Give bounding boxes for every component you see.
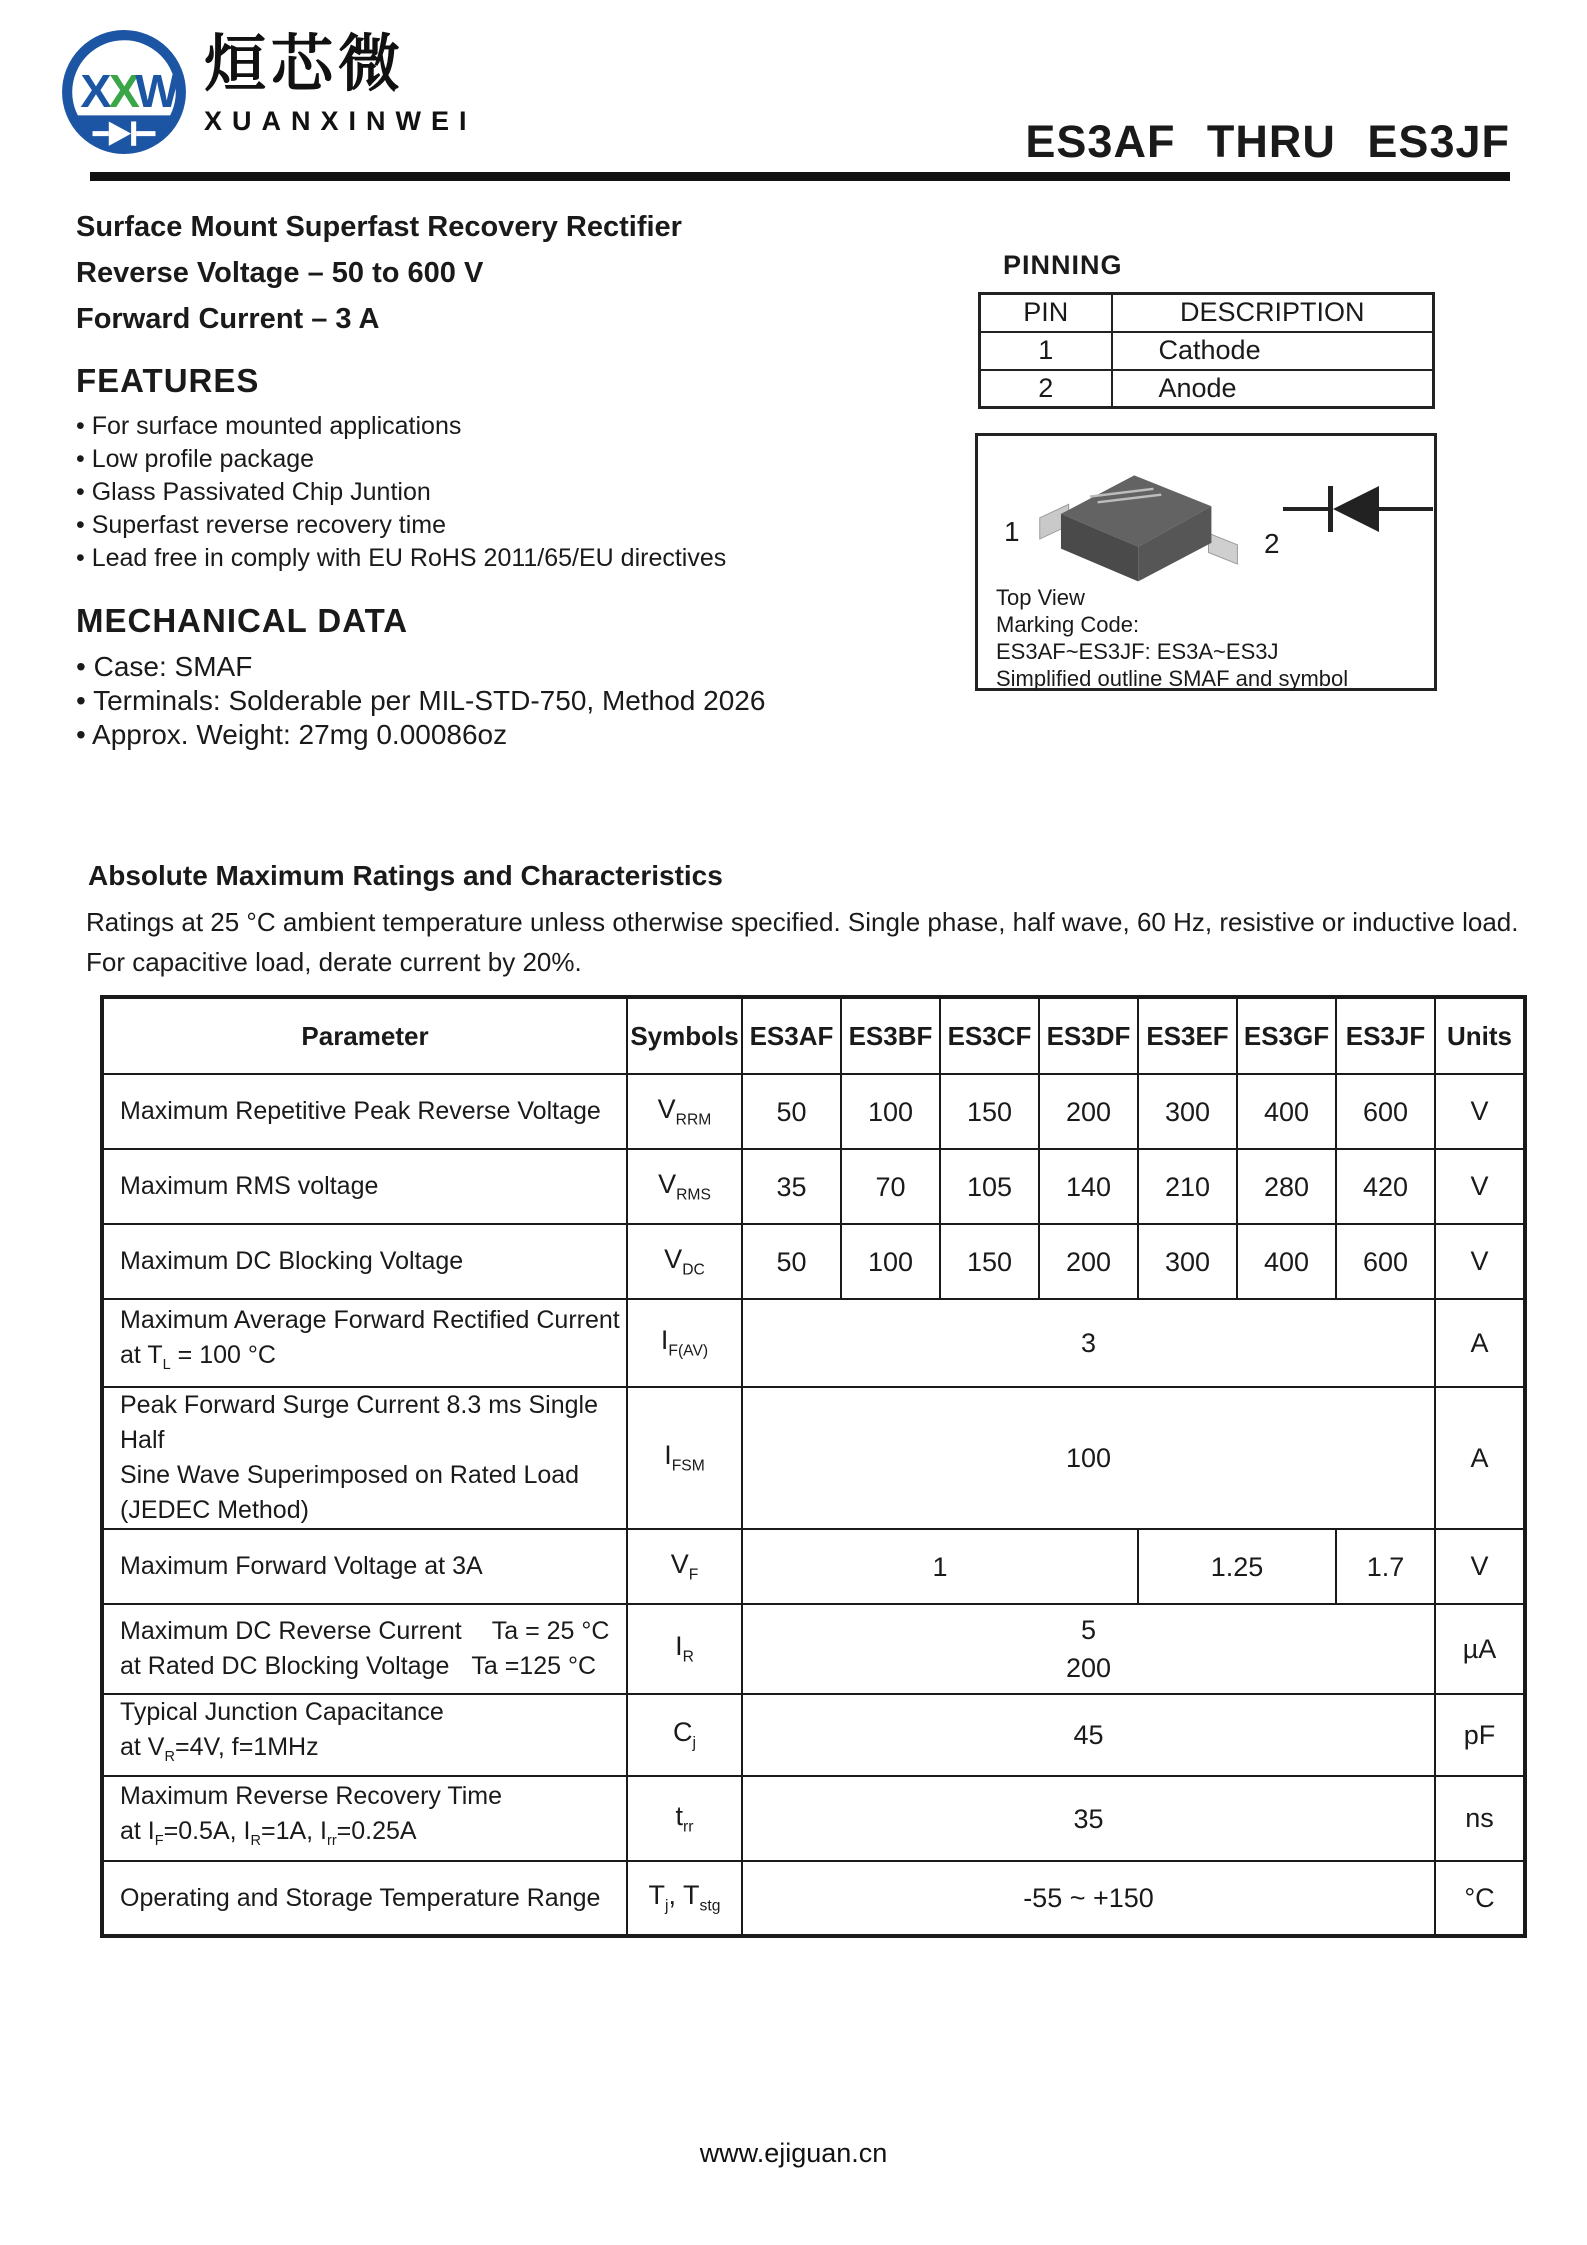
parameter-cell: Typical Junction Capacitance at $V_R=4V$, f=1MHz [102,1694,627,1776]
table-row [102,1387,1525,1529]
feature-item: • For surface mounted applications [76,410,726,443]
package-pin2-label: 2 [1264,528,1280,559]
parameter-cell: Peak Forward Surge Current 8.3 ms Single Half Sine Wave Superimposed on Rated Load (JEDEC Method) [102,1387,627,1529]
svg-text:W: W [135,65,180,118]
value-cell: 300 [1138,1074,1237,1149]
symbol-cell: $I_{FSM}$ [627,1387,742,1529]
symbol-cell: $I_{F(AV)}$ [627,1299,742,1387]
svg-text:X: X [108,65,140,118]
pinning-header-row [980,294,1434,332]
unit-cell: V [1435,1529,1525,1604]
summary-line-1: Surface Mount Superfast Recovery Rectifier [76,211,682,243]
header-rule [90,172,1510,181]
features-heading: FEATURES [76,362,260,399]
parameter-cell: Maximum Forward Voltage at 3A [102,1529,627,1604]
pinning-cell: Anode [1112,370,1434,408]
company-name-roman: XUANXINWEI [204,106,477,136]
value-cell: 1.25 [1138,1529,1336,1604]
value-cell: 3 [742,1299,1435,1387]
table-row [102,1694,1525,1776]
package-caption-line: Simplified outline SMAF and symbol [996,666,1349,691]
feature-item: • Lead free in comply with EU RoHS 2011/65/EU directives [76,542,726,575]
value-cell: 1.7 [1336,1529,1435,1604]
table-header-es3af: ES3AF [742,997,841,1074]
unit-cell: A [1435,1387,1525,1529]
mechanical-heading: MECHANICAL DATA [76,602,409,639]
table-header-parameter: Parameter [102,997,627,1074]
unit-cell: µA [1435,1604,1525,1694]
ratings-note-line-2: For capacitive load, derate current by 20%. [86,947,582,977]
logo-circle-icon [58,26,190,158]
value-cell: 35 [742,1149,841,1224]
package-caption-line: Marking Code: [996,612,1140,637]
pinning-header-description: DESCRIPTION [1112,294,1434,332]
pinning-row [980,370,1434,408]
pinning-heading: PINNING [1003,250,1123,280]
summary-line-2: Reverse Voltage – 50 to 600 V [76,257,484,289]
pinning-header-pin: PIN [980,294,1112,332]
svg-text:X: X [80,65,112,118]
table-row [102,1861,1525,1936]
symbol-cell: $V_{RRM}$ [627,1074,742,1149]
value-cell: 300 [1138,1224,1237,1299]
ratings-note-line-1: Ratings at 25 °C ambient temperature unless otherwise specified. Single phase, half wave, 60 Hz, resistive or inductive load. [86,907,1519,937]
table-row [102,1776,1525,1861]
value-cell: 400 [1237,1224,1336,1299]
parameter-cell: Maximum Average Forward Rectified Current at $T_L = 100$ °C [102,1299,627,1387]
summary-line-3: Forward Current – 3 A [76,303,380,335]
footer-url: www.ejiguan.cn [699,2138,888,2168]
value-cell: 100 [742,1387,1435,1529]
value-cell: 200 [1039,1074,1138,1149]
parameter-cell: Maximum Repetitive Peak Reverse Voltage [102,1074,627,1149]
value-cell: 105 [940,1149,1039,1224]
mechanical-data-section [76,602,765,752]
mechanical-list [76,650,765,752]
symbol-cell: $V_{RMS}$ [627,1149,742,1224]
value-cell: 5 200 [742,1604,1435,1694]
table-row [102,1149,1525,1224]
unit-cell: ns [1435,1776,1525,1861]
unit-cell: A [1435,1299,1525,1387]
value-cell: 210 [1138,1149,1237,1224]
smaf-package-icon [1026,458,1256,593]
parameter-cell: Maximum Reverse Recovery Time at $I_F=0.5A$, $I_R=1A$, $I_{rr}=0.25A$ [102,1776,627,1861]
pinning-cell: 2 [980,370,1112,408]
symbol-cell: $V_F$ [627,1529,742,1604]
value-cell: 35 [742,1776,1435,1861]
value-cell: 100 [841,1074,940,1149]
mechanical-item: • Terminals: Solderable per MIL-STD-750, Method 2026 [76,684,765,718]
diode-symbol-icon [1283,478,1433,540]
document-title: ES3AF THRU ES3JF [1025,116,1510,167]
mechanical-item: • Approx. Weight: 27mg 0.00086oz [76,718,765,752]
features-section [76,362,726,575]
table-header-units: Units [1435,997,1525,1074]
table-header-es3bf: ES3BF [841,997,940,1074]
value-cell: 600 [1336,1224,1435,1299]
parameter-cell: Maximum DC Blocking Voltage [102,1224,627,1299]
company-name-chinese: 烜芯微 [204,30,406,99]
table-header-es3jf: ES3JF [1336,997,1435,1074]
symbol-cell: $T_j$, $T_{stg}$ [627,1861,742,1936]
package-caption-line: ES3AF~ES3JF: ES3A~ES3J [996,639,1279,664]
table-row [102,1529,1525,1604]
value-cell: 70 [841,1149,940,1224]
unit-cell: V [1435,1074,1525,1149]
value-cell: 50 [742,1224,841,1299]
symbol-cell: $V_{DC}$ [627,1224,742,1299]
value-cell: 1 [742,1529,1138,1604]
table-header-row [102,997,1525,1074]
table-row [102,1074,1525,1149]
package-outline-box [975,433,1437,691]
value-cell: 200 [1039,1224,1138,1299]
features-list [76,410,726,575]
feature-item: • Glass Passivated Chip Juntion [76,476,726,509]
unit-cell: °C [1435,1861,1525,1936]
symbol-cell: $I_R$ [627,1604,742,1694]
unit-cell: V [1435,1149,1525,1224]
value-cell: 420 [1336,1149,1435,1224]
table-header-es3ef: ES3EF [1138,997,1237,1074]
package-caption [996,584,1348,692]
ratings-heading: Absolute Maximum Ratings and Characteristics [88,860,723,891]
value-cell: 150 [940,1224,1039,1299]
unit-cell: V [1435,1224,1525,1299]
value-cell: 400 [1237,1074,1336,1149]
ratings-note [86,902,1526,982]
parameter-cell: Maximum DC Reverse Current Ta = 25 °C at Rated DC Blocking Voltage Ta =125 °C [102,1604,627,1694]
parameter-cell: Maximum RMS voltage [102,1149,627,1224]
pinning-row [980,332,1434,370]
value-cell: 150 [940,1074,1039,1149]
product-summary [76,204,682,342]
table-row [102,1224,1525,1299]
table-header-es3gf: ES3GF [1237,997,1336,1074]
logo [58,26,477,158]
pinning-table [978,292,1435,409]
pinning-cell: 1 [980,332,1112,370]
package-caption-line: Top View [996,585,1085,610]
value-cell: 100 [841,1224,940,1299]
pinning-cell: Cathode [1112,332,1434,370]
table-row [102,1299,1525,1387]
feature-item: • Low profile package [76,443,726,476]
ratings-table [100,995,1527,1938]
feature-item: • Superfast reverse recovery time [76,509,726,542]
value-cell: 45 [742,1694,1435,1776]
value-cell: 140 [1039,1149,1138,1224]
value-cell: 280 [1237,1149,1336,1224]
symbol-cell: $t_{rr}$ [627,1776,742,1861]
package-pin1-label: 1 [1004,516,1020,547]
table-header-symbols: Symbols [627,997,742,1074]
mechanical-item: • Case: SMAF [76,650,765,684]
value-cell: 50 [742,1074,841,1149]
table-header-es3cf: ES3CF [940,997,1039,1074]
ratings-table-wrap [100,995,1527,1938]
value-cell: -55 ~ +150 [742,1861,1435,1936]
unit-cell: pF [1435,1694,1525,1776]
table-header-es3df: ES3DF [1039,997,1138,1074]
table-row [102,1604,1525,1694]
symbol-cell: $C_j$ [627,1694,742,1776]
value-cell: 600 [1336,1074,1435,1149]
parameter-cell: Operating and Storage Temperature Range [102,1861,627,1936]
